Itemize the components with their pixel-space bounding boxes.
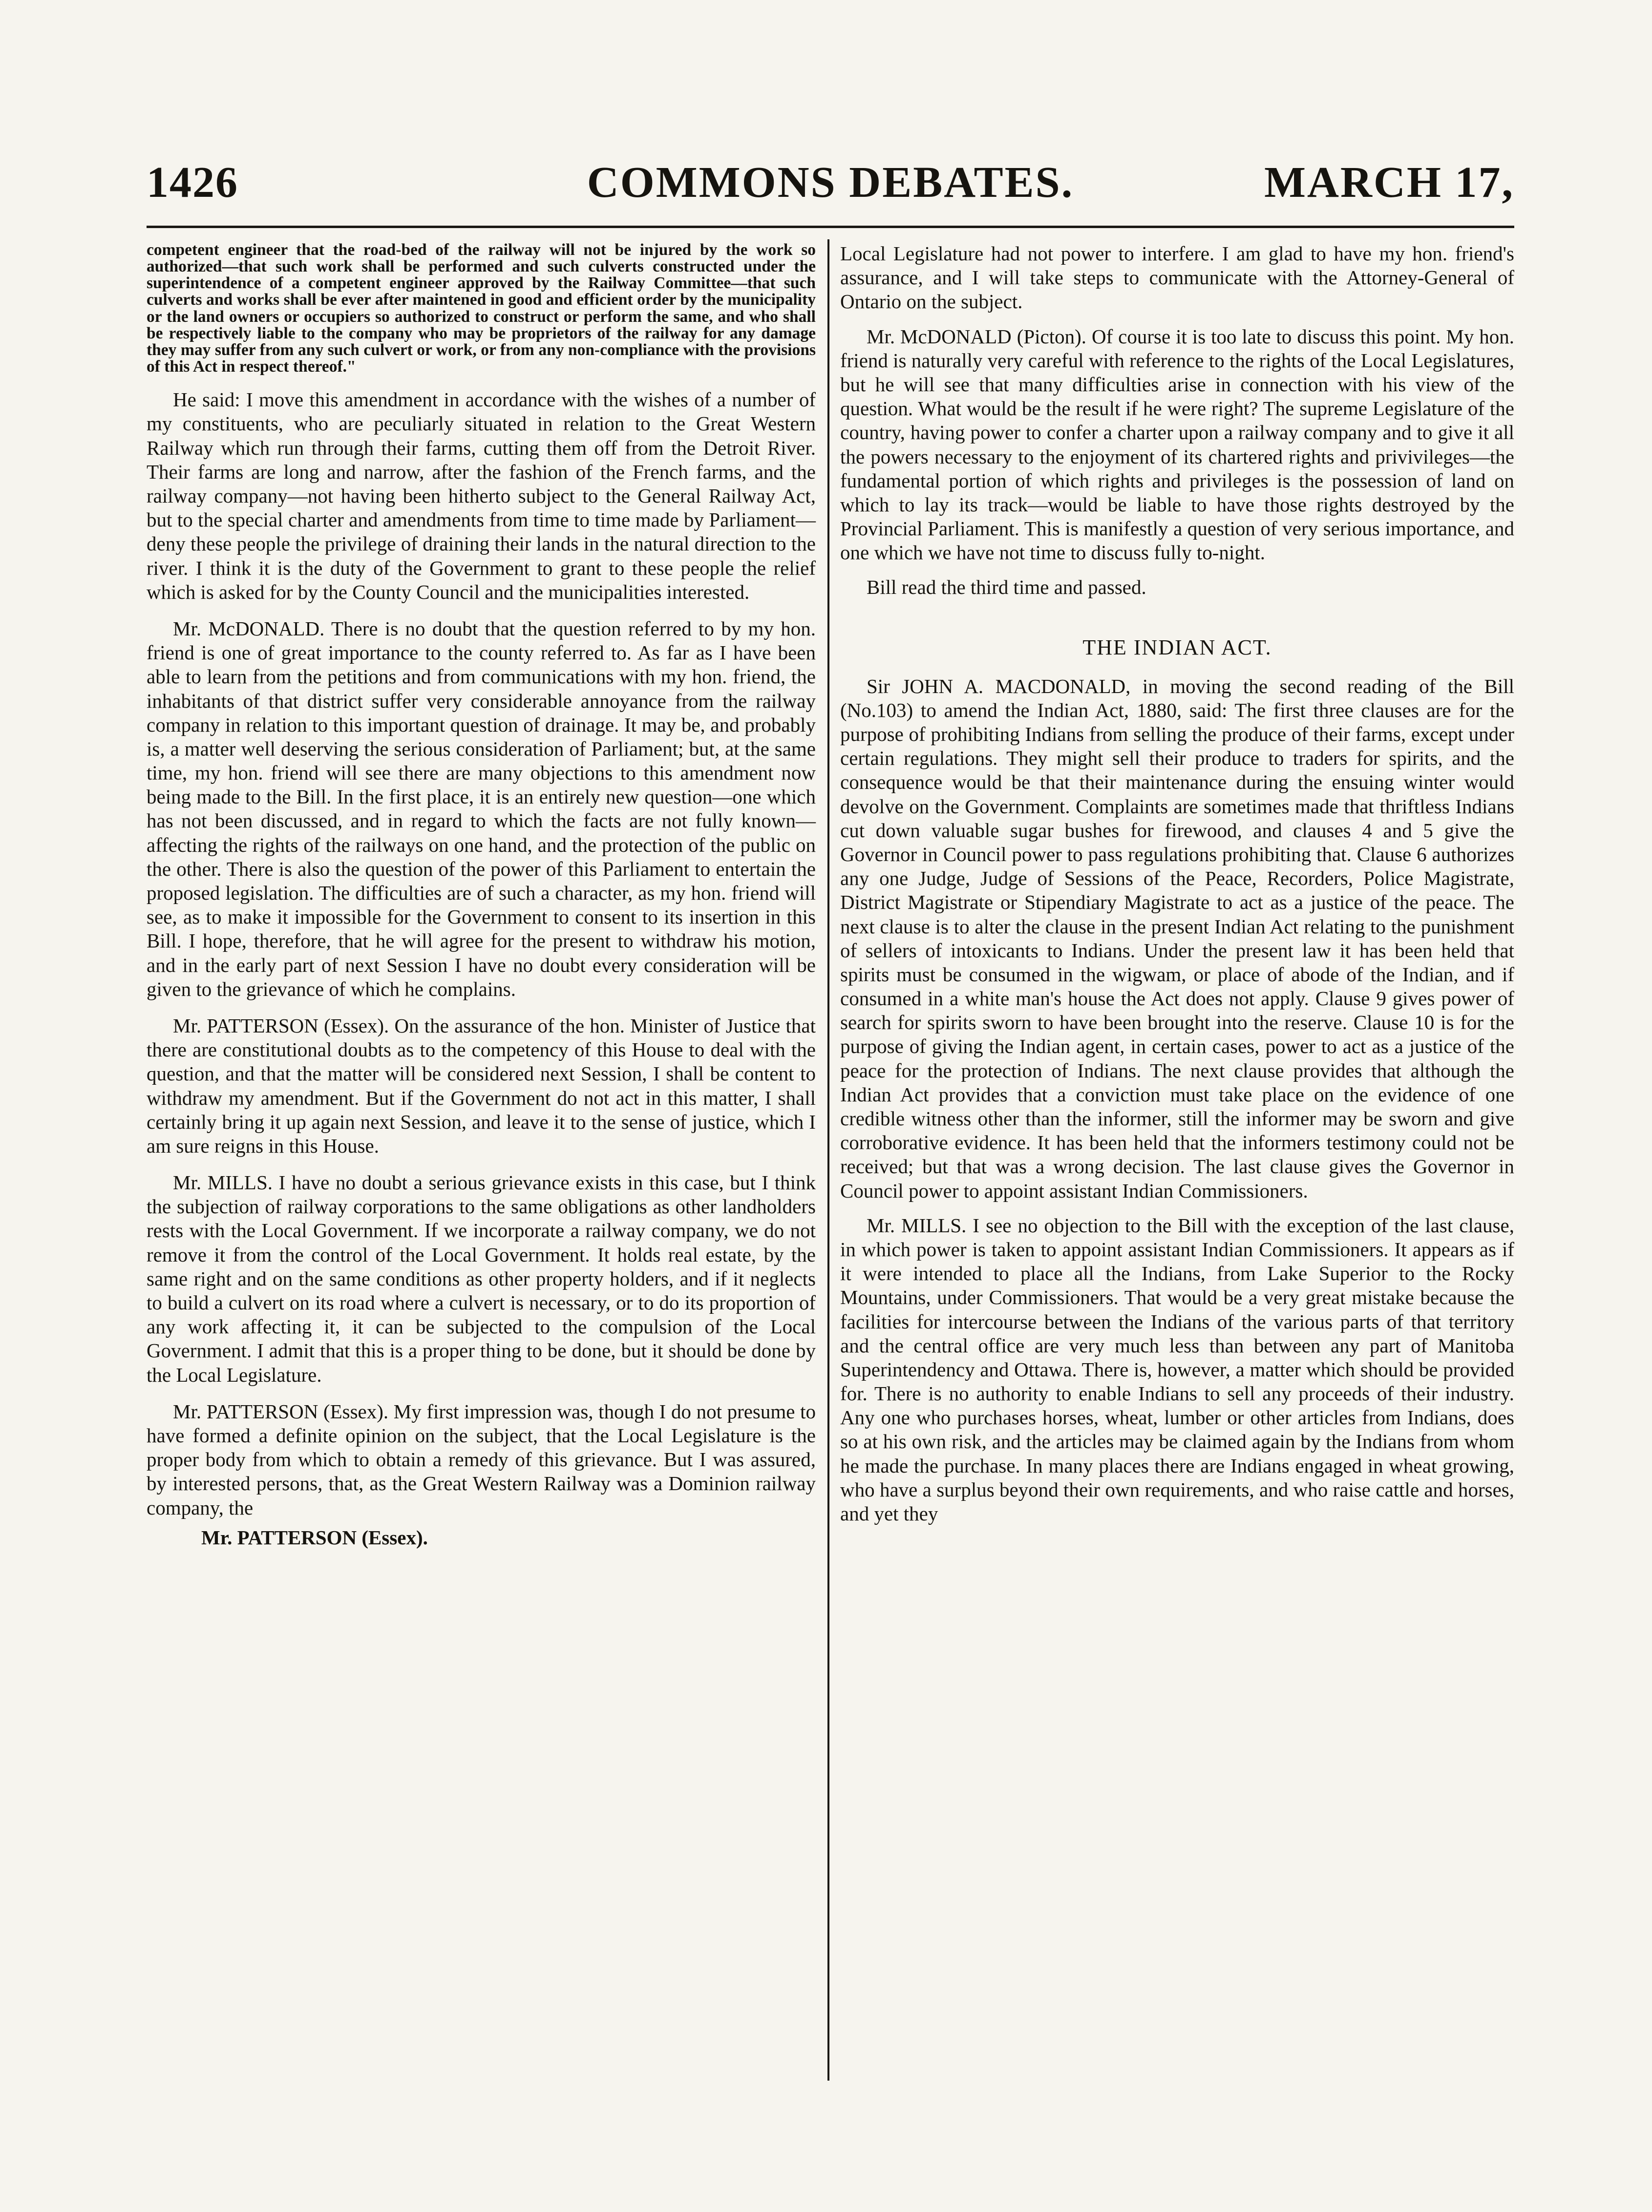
paragraph-bill-passed: Bill read the third time and passed. xyxy=(867,576,1146,599)
amendment-quote: competent engineer that the road-bed of the railway will not be injured by the work so authorized—that such work shall be performed and such culverts constructed under the superintendence of a competent engineer approved by the Railway Committee—that such culverts and works shall be ever after maintened in good and efficient order by the municipality or the land owners or occupiers so authorized to construct or perform the same, and who shall be respectively liable to the company who may be proprietors of the railway for any damage they may suffer from any such culvert or work, or from any non-compliance with the provisions of this Act in respect thereof." xyxy=(147,241,816,376)
paragraph-macdonald-indian-act: Sir JOHN A. MACDONALD, in moving the second reading of the Bill (No.103) to amend the Indian Act, 1880, said: The first three clauses are for the purpose of prohibiting Indians from selling the produce of their farms, except under certain regulations. They might sell their produce to traders for spirits, and the consequence would be that their maintenance during the ensuing winter would devolve on the Government. Complaints are sometimes made that thriftless Indians cut down valuable sugar bushes for firewood, and clauses 4 and 5 give the Governor in Council power to pass regulations prohibiting that. Clause 6 authorizes any one Judge, Judge of Sessions of the Peace, Recorders, Police Magistrate, District Magistrate or Stipendiary Magistrate to act as a justice of the peace. The next clause is to alter the clause in the present Indian Act relating to the punishment of sellers of intoxicants to Indians. Under the present law it has been held that spirits must be consumed in the wigwam, or place of abode of the Indian, and if consumed in a white man's house the Act does not apply. Clause 9 gives power of search for spirits sworn to have been brought into the reserve. Clause 10 is for the purpose of giving the Indian agent, in certain cases, power to act as a justice of the peace for the protection of Indians. The next clause provides that although the Indian Act provides that a conviction must take place on the evidence of one credible witness other than the informer, still the informer may be sworn and give corroborative evidence. It has been held that the informers testimony could not be received; but that was a wrong decision. The last clause gives the Governor in Council power to appoint assistant Indian Commissioners. xyxy=(840,674,1514,1202)
running-foot: Mr. PATTERSON (Essex). xyxy=(201,1526,428,1549)
paragraph-patterson-impression: Mr. PATTERSON (Essex). My first impression was, though I do not presume to have formed a definite opinion on the subject, that the Local Legislature is the proper body from which to obtain a remedy of this grievance. But I was assured, by interested persons, that, as the Great Western Railway was a Dominion railway company, the xyxy=(147,1400,816,1519)
paragraph-patterson-withdraw: Mr. PATTERSON (Essex). On the assurance of the hon. Minister of Justice that there are constitutional doubts as to the competency of this House to deal with the question, and that the matter will be considered next Session, I shall be content to withdraw my amendment. But if the Government do not act in this matter, I shall certainly bring it up again next Session, and leave it to the sense of justice, which I am sure reigns in this House. xyxy=(147,1014,816,1157)
right-column xyxy=(840,242,1514,1526)
paragraph-mills-grievance: Mr. MILLS. I have no doubt a serious grievance exists in this case, but I think the subjection of railway corporations to the same obligations as other landholders rests with the Local Government. If we incorporate a railway company, we do not remove it from the control of the Local Government. It holds real estate, by the same right and on the same conditions as other property holders, and if it neglects to build a culvert on its road where a culvert is necessary, or to do its proportion of any work affecting it, it can be subjected to the compulsion of the Local Government. I admit that this is a proper thing to be done, but it should be done by the Local Legislature. xyxy=(147,1171,816,1386)
column-divider xyxy=(827,239,829,2081)
page-number: 1426 xyxy=(147,158,238,207)
paragraph-mcdonald-reply: Mr. McDONALD. There is no doubt that the question referred to by my hon. friend is one of great importance to the county referred to. As far as I have been able to learn from the petitions and from communications with my hon. friend, the inhabitants of that district suffer very considerable annoyance from the railway company in relation to this important question of drainage. It may be, and probably is, a matter well deserving the serious consideration of Parliament; but, at the same time, my hon. friend will see there are many objections to this amendment now being made to the Bill. In the first place, it is an entirely new question—one which has not been discussed, and in regard to which the facts are not fully known—affecting the rights of the railways on one hand, and the protection of the public on the other. There is also the question of the power of this Parliament to entertain the proposed legislation. The difficulties are of such a character, as my hon. friend will see, as to make it impossible for the Government to consent to its insertion in this Bill. I hope, therefore, that he will agree for the present to withdraw his motion, and in the early part of next Session I have no doubt every consideration will be given to the grievance of which he complains. xyxy=(147,617,816,1000)
header-rule xyxy=(147,226,1514,228)
publication-title: COMMONS DEBATES. xyxy=(587,158,1074,207)
left-column xyxy=(147,242,816,1549)
paragraph-patterson-motion: He said: I move this amendment in accordance with the wishes of a number of my constituents, who are peculiarly situated in relation to the Great Western Railway which run through their farms, cutting them off from the Detroit River. Their farms are long and narrow, after the fashion of the French farms, and the railway company—not having been hitherto subject to the General Railway Act, but to the special charter and amendments from time to time made by Parliament—deny these people the privilege of draining their lands in the natural direction to the river. I think it is the duty of the Government to grant to these people the relief which is asked for by the County Council and the municipalities interested. xyxy=(147,388,816,603)
page-header xyxy=(147,152,1514,221)
paragraph-continued: Local Legislature had not power to interfere. I am glad to have my hon. friend's assurance, and I will take steps to communicate with the Attorney-General of Ontario on the subject. xyxy=(840,242,1514,313)
paragraph-mcdonald-picton: Mr. McDONALD (Picton). Of course it is too late to discuss this point. My hon. friend is naturally very careful with reference to the rights of the Local Legislatures, but he will see that many difficulties arise in connection with his view of the question. What would be the result if he were right? The supreme Legislature of the country, having power to confer a charter upon a railway company and to give it all the powers necessary to the enjoyment of its chartered rights and privivileges—the fundamental portion of which rights and privileges is the possession of land on which to lay its track—would be liable to have those rights destroyed by the Provincial Parliament. This is manifestly a question of very serious importance, and one which we have not time to discuss fully to-night. xyxy=(840,325,1514,564)
page-date: MARCH 17, xyxy=(1264,158,1514,207)
paragraph-mills-objection: Mr. MILLS. I see no objection to the Bill with the exception of the last clause, in which power is taken to appoint assistant Indian Commissioners. It appears as if it were intended to place all the Indians, from Lake Superior to the Rocky Mountains, under Commissioners. That would be a very great mistake because the facilities for intercourse between the Indians of the various parts of that territory and the central office are very much less than between any part of Manitoba Superintendency and Ottawa. There is, however, a matter which should be provided for. There is no authority to enable Indians to sell any proceeds of their industry. Any one who purchases horses, wheat, lumber or other articles from Indians, does so at his own risk, and the articles may be claimed again by the Indians from whom he made the purchase. In many places there are Indians engaged in wheat growing, who have a surplus beyond their own requirements, and who raise cattle and horses, and yet they xyxy=(840,1214,1514,1525)
section-heading: THE INDIAN ACT. xyxy=(1082,635,1272,659)
